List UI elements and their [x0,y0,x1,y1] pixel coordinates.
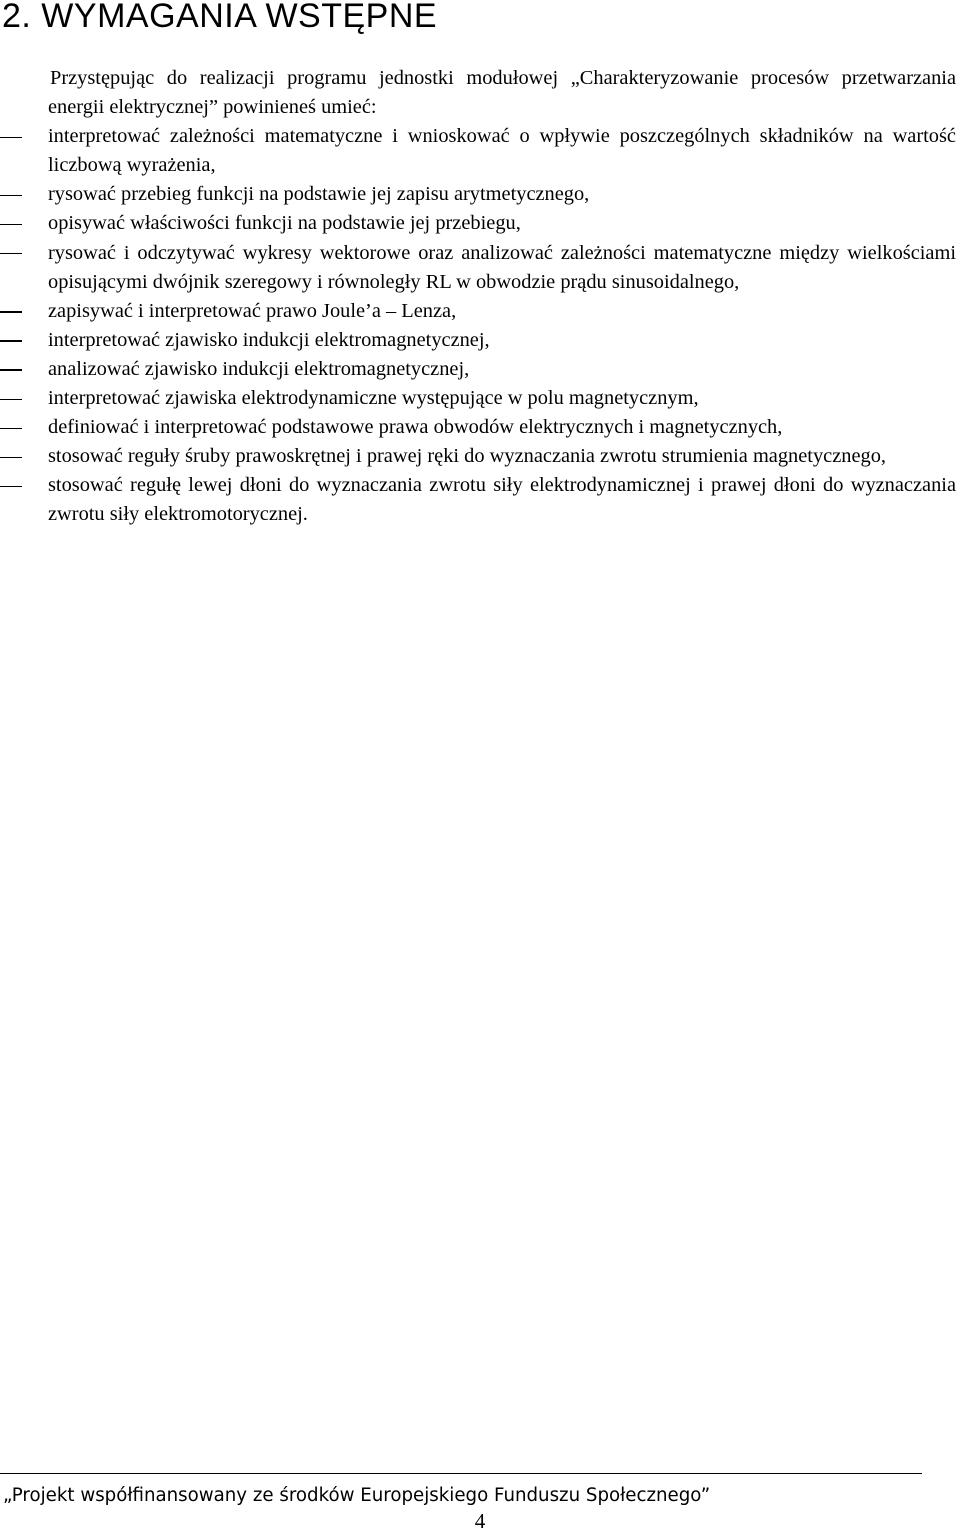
footer-project-note: „Projekt współfinansowany ze środków Europejskiego Funduszu Społecznego” [3,1485,711,1506]
requirements-list [48,122,956,529]
section-heading: 2. WYMAGANIA WSTĘPNE [2,0,438,35]
requirement-item: interpretować zależności matematyczne i wnioskować o wpływie poszczególnych składników na wartość liczbową wyrażenia, [48,122,956,180]
footer-divider [0,1473,922,1474]
requirement-item: stosować regułę lewej dłoni do wyznaczania zwrotu siły elektrodynamicznej i prawej dłoni do wyznaczania zwrotu siły elektromotorycznej. [48,471,956,529]
section-body [48,64,956,530]
requirement-item: opisywać właściwości funkcji na podstawie jej przebiegu, [48,209,956,238]
requirement-item: stosować reguły śruby prawoskrętnej i prawej ręki do wyznaczania zwrotu strumienia magnetycznego, [48,442,956,471]
requirement-item: definiować i interpretować podstawowe prawa obwodów elektrycznych i magnetycznych, [48,413,956,442]
requirement-item: interpretować zjawiska elektrodynamiczne występujące w polu magnetycznym, [48,384,956,413]
intro-paragraph: Przystępując do realizacji programu jednostki modułowej „Charakteryzowanie procesów przetwarzania energii elektrycznej” powinieneś umieć: [48,67,956,119]
requirement-item: zapisywać i interpretować prawo Joule’a – Lenza, [48,297,956,326]
requirement-item: interpretować zjawisko indukcji elektromagnetycznej, [48,326,956,355]
requirement-item: analizować zjawisko indukcji elektromagnetycznej, [48,355,956,384]
requirement-item: rysować przebieg funkcji na podstawie jej zapisu arytmetycznego, [48,180,956,209]
requirement-item: rysować i odczytywać wykresy wektorowe oraz analizować zależności matematyczne między wielkościami opisującymi dwójnik szeregowy i równoległy RL w obwodzie prądu sinusoidalnego, [48,239,956,297]
page-number: 4 [474,1509,486,1533]
